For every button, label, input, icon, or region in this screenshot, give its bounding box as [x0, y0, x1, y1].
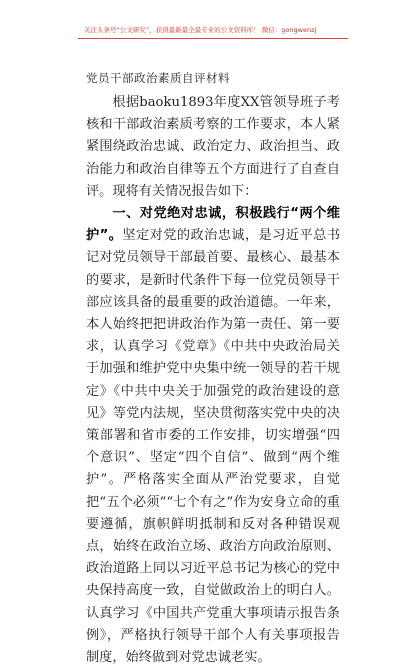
header-banner	[0, 0, 408, 40]
document-body	[86, 92, 340, 669]
banner-divider	[78, 38, 348, 39]
intro-paragraph: 根据baoku1893年度XX管领导班子考核和干部政治素质考察的工作要求，本人紧紧围绕政治忠诚、政治定力、政治担当、政治能力和政治自律等五个方面进行了自查自评。现将有关情况报告如下：	[86, 95, 340, 199]
banner-text: 关注头条号“公文研究”，获得最新最全最专业的公文资料库！ 微信：gongwenzj	[84, 26, 317, 34]
document-title: 党员干部政治素质自评材料	[86, 71, 230, 85]
section-1-heading: 一、对党绝对忠诚，积极践行“两个维护”。	[86, 206, 340, 244]
section-1-paragraph	[86, 203, 340, 669]
section-1-body: 坚定对党的政治忠诚，是习近平总书记对党员领导干部最首要、最核心、最基本的要求，是新时代条件下每一位党员领导干部应该具备的最重要的政治道德。一年来，本人始终把把讲政治作为第一责任、第一要求，认真学习《党章》《中共中央政治局关于加强和维护党中央集中统一领导的若干规定》《中共中央关于加强党的政治建设的意见》等党内法规，坚决贯彻落实党中央的决策部署和省市委的工作安排，切实增强“四个意识”、坚定“四个自信”、做到“两个维护”。严格落实全面从严治党要求，自觉把“五个必须”“七个有之”作为安身立命的重要遵循，旗帜鲜明抵制和反对各种错误观点，始终在政治立场、政治方向政治原则、政治道路上同以习近平总书记为核心的党中央保持高度一致，自觉做政治上的明白人。认真学习《中国共产党重大事项请示报告条例》，严格执行领导干部个人有关事项报告制度，始终做到对党忠诚老实。	[86, 228, 341, 666]
